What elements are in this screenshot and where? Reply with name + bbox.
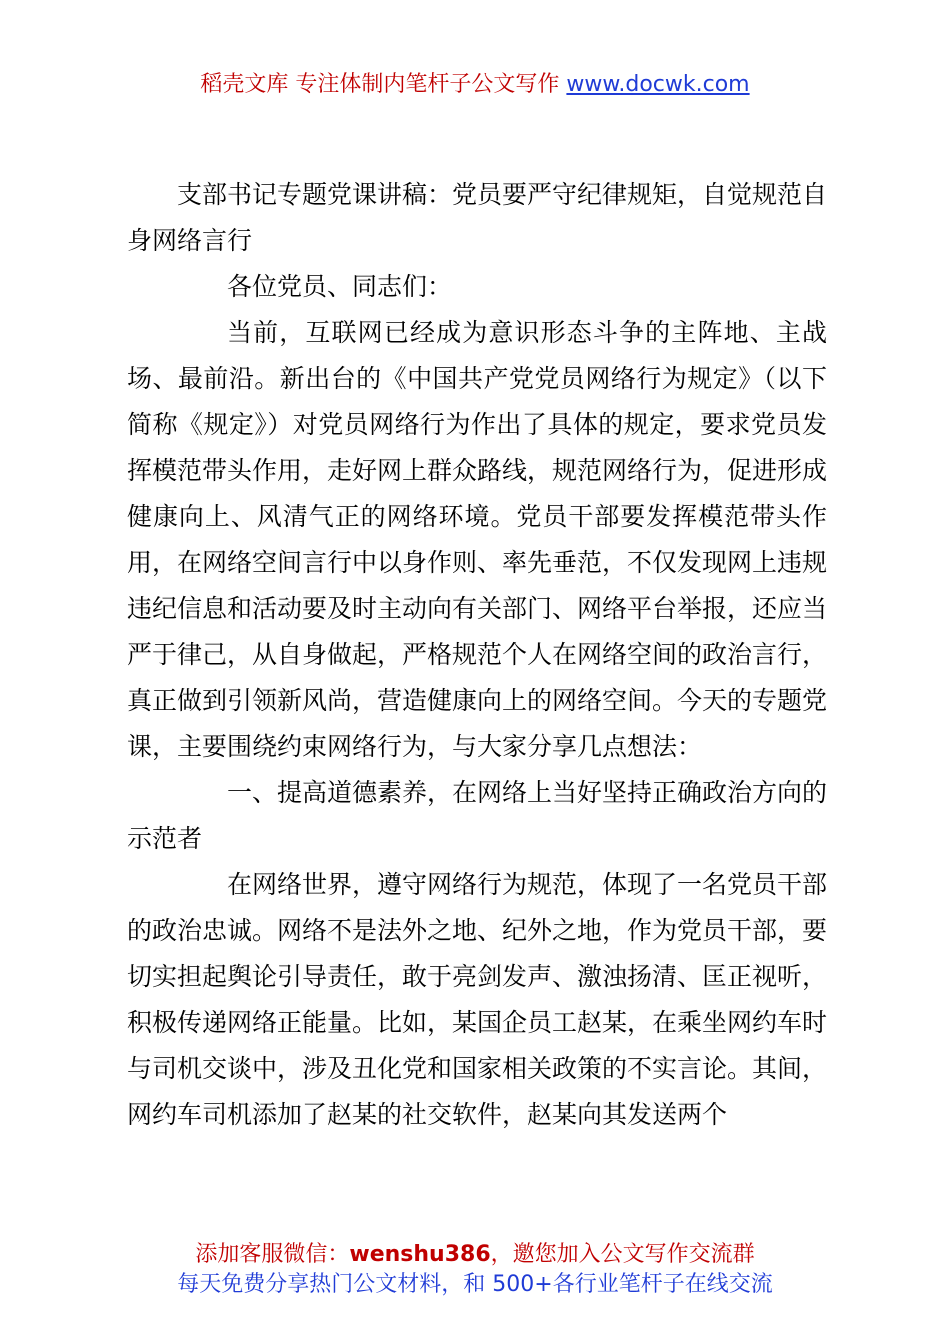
paragraph-1: 当前，互联网已经成为意识形态斗争的主阵地、主战场、最前沿。新出台的《中国共产党党员网络行为规定》（以下简称《规定》）对党员网络行为作出了具体的规定，要求党员发挥模范带头作用，走好网上群众路线，规范网络行为，促进形成健康向上、风清气正的网络环境。党员干部要发挥模范带头作用，在网络空间言行中以身作则、率先垂范，不仅发现网上违规违纪信息和活动要及时主动向有关部门、网络平台举报，还应当严于律己，从自身做起，严格规范个人在网络空间的政治言行，真正做到引领新风尚，营造健康向上的网络空间。今天的专题党课，主要围绕约束网络行为，与大家分享几点想法：: [127, 318, 828, 761]
footer-contact-suffix: ，邀您加入公文写作交流群: [490, 1242, 755, 1267]
document-title: 支部书记专题党课讲稿：党员要严守纪律规矩，自觉规范自身网络言行: [127, 180, 828, 255]
footer-contact-prefix: 添加客服微信：: [195, 1242, 350, 1267]
header-url-link[interactable]: www.docwk.com: [566, 72, 750, 97]
salutation: 各位党员、同志们：: [227, 272, 453, 301]
footer-promo-line: 每天免费分享热门公文材料，和 500+各行业笔杆子在线交流: [177, 1272, 773, 1297]
footer-contact-line: [0, 1240, 950, 1270]
paragraph-2: 在网络世界，遵守网络行为规范，体现了一名党员干部的政治忠诚。网络不是法外之地、纪外之地，作为党员干部，要切实担起舆论引导责任，敢于亮剑发声、激浊扬清、匡正视听，积极传递网络正能量。比如，某国企员工赵某，在乘坐网约车时与司机交谈中，涉及丑化党和国家相关政策的不实言论。其间，网约车司机添加了赵某的社交软件，赵某向其发送两个: [127, 870, 828, 1129]
page-footer: [0, 1240, 950, 1300]
header-brand: 稻壳文库 专注体制内笔杆子公文写作: [200, 72, 560, 97]
document-body: [127, 172, 827, 1138]
section-heading-1: 一、提高道德素养，在网络上当好坚持正确政治方向的示范者: [127, 778, 828, 853]
footer-wechat-id: wenshu386: [349, 1242, 491, 1267]
page-header: [0, 70, 950, 100]
